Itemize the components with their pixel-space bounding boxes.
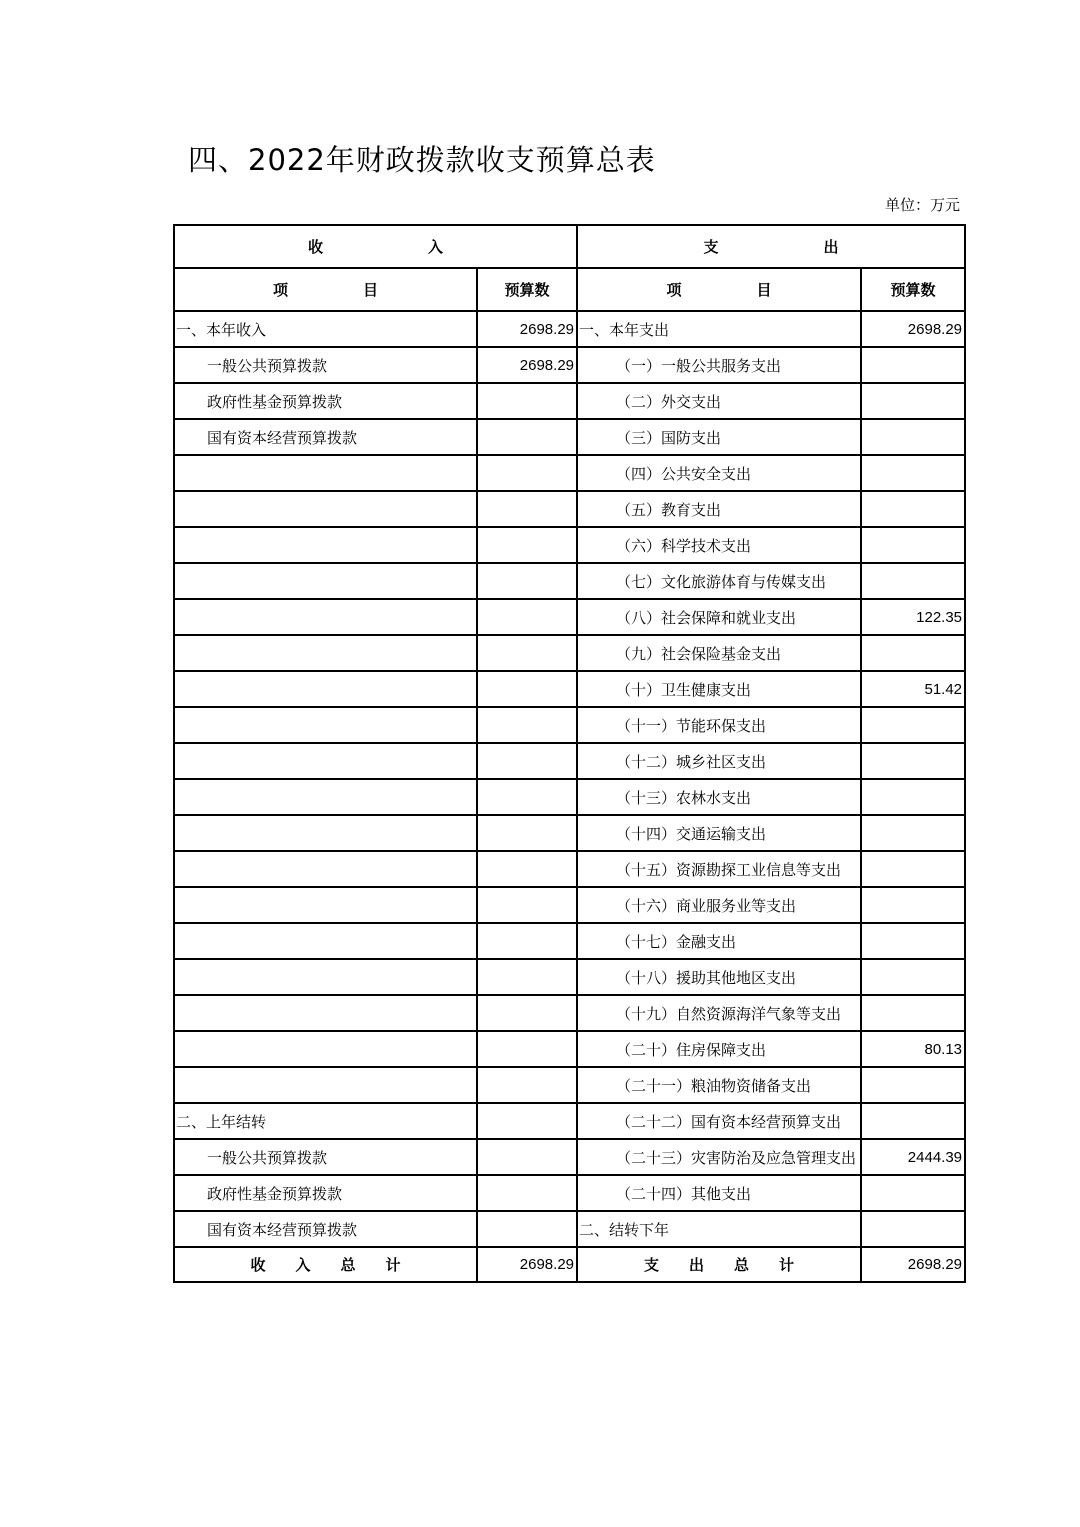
table-row — [174, 527, 965, 563]
expense-budget-cell — [861, 707, 965, 743]
income-budget-cell — [477, 635, 577, 671]
header-row-columns — [174, 268, 965, 311]
expense-budget-cell — [861, 995, 965, 1031]
income-budget-cell — [477, 383, 577, 419]
expense-item-cell: （十五）资源勘探工业信息等支出 — [577, 851, 861, 887]
budget-table — [173, 224, 966, 1283]
income-item-cell — [174, 671, 477, 707]
income-item-cell: 二、上年结转 — [174, 1103, 477, 1139]
expense-item-cell: （十六）商业服务业等支出 — [577, 887, 861, 923]
expense-section-header: 支 出 — [577, 225, 965, 268]
income-item-cell: 国有资本经营预算拨款 — [174, 1211, 477, 1247]
income-budget-cell — [477, 707, 577, 743]
table-row — [174, 1211, 965, 1247]
expense-budget-cell — [861, 383, 965, 419]
expense-budget-cell — [861, 1175, 965, 1211]
income-budget-cell — [477, 1067, 577, 1103]
expense-item-cell: （五）教育支出 — [577, 491, 861, 527]
expense-budget-cell — [861, 959, 965, 995]
expense-budget-cell — [861, 743, 965, 779]
table-row — [174, 851, 965, 887]
expense-budget-cell — [861, 1067, 965, 1103]
expense-item-cell: 二、结转下年 — [577, 1211, 861, 1247]
income-item-cell — [174, 995, 477, 1031]
expense-item-cell: （八）社会保障和就业支出 — [577, 599, 861, 635]
expense-item-cell: （六）科学技术支出 — [577, 527, 861, 563]
income-total-label: 收 入 总 计 — [174, 1247, 477, 1282]
expense-budget-cell: 80.13 — [861, 1031, 965, 1067]
income-item-cell: 一、本年收入 — [174, 311, 477, 347]
income-item-cell: 国有资本经营预算拨款 — [174, 419, 477, 455]
expense-budget-cell — [861, 815, 965, 851]
expense-item-cell: （二）外交支出 — [577, 383, 861, 419]
expense-budget-cell — [861, 491, 965, 527]
expense-total-value: 2698.29 — [861, 1247, 965, 1282]
expense-item-header: 项 目 — [577, 268, 861, 311]
expense-budget-cell — [861, 455, 965, 491]
table-row — [174, 347, 965, 383]
expense-item-cell: （七）文化旅游体育与传媒支出 — [577, 563, 861, 599]
expense-budget-cell: 2698.29 — [861, 311, 965, 347]
unit-label: 单位：万元 — [884, 196, 960, 214]
expense-budget-cell — [861, 923, 965, 959]
table-row — [174, 995, 965, 1031]
income-budget-cell — [477, 599, 577, 635]
expense-item-cell: （十八）援助其他地区支出 — [577, 959, 861, 995]
income-item-header: 项 目 — [174, 268, 477, 311]
expense-budget-cell — [861, 635, 965, 671]
income-item-cell: 政府性基金预算拨款 — [174, 1175, 477, 1211]
income-item-cell — [174, 887, 477, 923]
expense-item-cell: （二十一）粮油物资储备支出 — [577, 1067, 861, 1103]
expense-item-cell: （十一）节能环保支出 — [577, 707, 861, 743]
expense-budget-cell — [861, 347, 965, 383]
income-budget-cell — [477, 1211, 577, 1247]
table-row — [174, 815, 965, 851]
expense-item-cell: （二十三）灾害防治及应急管理支出 — [577, 1139, 861, 1175]
income-item-cell — [174, 707, 477, 743]
expense-budget-cell: 122.35 — [861, 599, 965, 635]
expense-item-cell: （十）卫生健康支出 — [577, 671, 861, 707]
expense-item-cell: （十七）金融支出 — [577, 923, 861, 959]
income-budget-cell — [477, 743, 577, 779]
income-budget-cell — [477, 455, 577, 491]
income-budget-cell — [477, 1031, 577, 1067]
table-row — [174, 635, 965, 671]
expense-budget-cell — [861, 1103, 965, 1139]
table-row — [174, 887, 965, 923]
table-row — [174, 491, 965, 527]
income-budget-header: 预算数 — [477, 268, 577, 311]
expense-budget-cell — [861, 779, 965, 815]
income-item-cell: 政府性基金预算拨款 — [174, 383, 477, 419]
table-row — [174, 743, 965, 779]
income-item-cell — [174, 1031, 477, 1067]
page-title: 四、2022年财政拨款收支预算总表 — [188, 143, 656, 177]
table-row — [174, 1031, 965, 1067]
table-row — [174, 671, 965, 707]
income-item-cell — [174, 491, 477, 527]
income-budget-cell — [477, 779, 577, 815]
income-item-cell: 一般公共预算拨款 — [174, 347, 477, 383]
table-row — [174, 563, 965, 599]
header-row-sections — [174, 225, 965, 268]
income-budget-cell — [477, 563, 577, 599]
income-total-value: 2698.29 — [477, 1247, 577, 1282]
expense-budget-cell — [861, 419, 965, 455]
income-budget-cell — [477, 1175, 577, 1211]
income-item-cell — [174, 599, 477, 635]
income-item-cell — [174, 563, 477, 599]
income-item-cell — [174, 743, 477, 779]
expense-item-cell: （十三）农林水支出 — [577, 779, 861, 815]
total-row — [174, 1247, 965, 1282]
expense-budget-header: 预算数 — [861, 268, 965, 311]
expense-item-cell: （十四）交通运输支出 — [577, 815, 861, 851]
expense-item-cell: （二十四）其他支出 — [577, 1175, 861, 1211]
income-item-cell — [174, 851, 477, 887]
expense-item-cell: （十九）自然资源海洋气象等支出 — [577, 995, 861, 1031]
expense-total-label: 支 出 总 计 — [577, 1247, 861, 1282]
table-row — [174, 959, 965, 995]
income-section-header: 收 入 — [174, 225, 577, 268]
income-item-cell — [174, 527, 477, 563]
expense-item-cell: （十二）城乡社区支出 — [577, 743, 861, 779]
table-row — [174, 1175, 965, 1211]
expense-item-cell: （二十二）国有资本经营预算支出 — [577, 1103, 861, 1139]
income-budget-cell — [477, 995, 577, 1031]
table-row — [174, 599, 965, 635]
table-row — [174, 923, 965, 959]
income-item-cell — [174, 815, 477, 851]
expense-budget-cell — [861, 1211, 965, 1247]
income-item-cell: 一般公共预算拨款 — [174, 1139, 477, 1175]
income-budget-cell — [477, 419, 577, 455]
expense-item-cell: （九）社会保险基金支出 — [577, 635, 861, 671]
table-row — [174, 311, 965, 347]
income-budget-cell — [477, 887, 577, 923]
expense-budget-cell — [861, 563, 965, 599]
expense-budget-cell — [861, 851, 965, 887]
income-item-cell — [174, 1067, 477, 1103]
table-row — [174, 707, 965, 743]
income-budget-cell — [477, 1103, 577, 1139]
income-budget-cell: 2698.29 — [477, 311, 577, 347]
expense-item-cell: （二十）住房保障支出 — [577, 1031, 861, 1067]
income-budget-cell — [477, 815, 577, 851]
table-row — [174, 419, 965, 455]
income-budget-cell — [477, 671, 577, 707]
expense-budget-cell: 2444.39 — [861, 1139, 965, 1175]
income-budget-cell — [477, 1139, 577, 1175]
income-budget-cell: 2698.29 — [477, 347, 577, 383]
expense-item-cell: 一、本年支出 — [577, 311, 861, 347]
income-budget-cell — [477, 851, 577, 887]
table-row — [174, 1103, 965, 1139]
expense-budget-cell: 51.42 — [861, 671, 965, 707]
table-row — [174, 1139, 965, 1175]
table-row — [174, 1067, 965, 1103]
income-item-cell — [174, 923, 477, 959]
income-budget-cell — [477, 923, 577, 959]
income-item-cell — [174, 635, 477, 671]
expense-item-cell: （一）一般公共服务支出 — [577, 347, 861, 383]
table-row — [174, 383, 965, 419]
expense-budget-cell — [861, 887, 965, 923]
income-item-cell — [174, 779, 477, 815]
income-budget-cell — [477, 527, 577, 563]
table-row — [174, 455, 965, 491]
income-item-cell — [174, 959, 477, 995]
income-budget-cell — [477, 491, 577, 527]
expense-budget-cell — [861, 527, 965, 563]
income-budget-cell — [477, 959, 577, 995]
table-row — [174, 779, 965, 815]
expense-item-cell: （三）国防支出 — [577, 419, 861, 455]
expense-item-cell: （四）公共安全支出 — [577, 455, 861, 491]
income-item-cell — [174, 455, 477, 491]
